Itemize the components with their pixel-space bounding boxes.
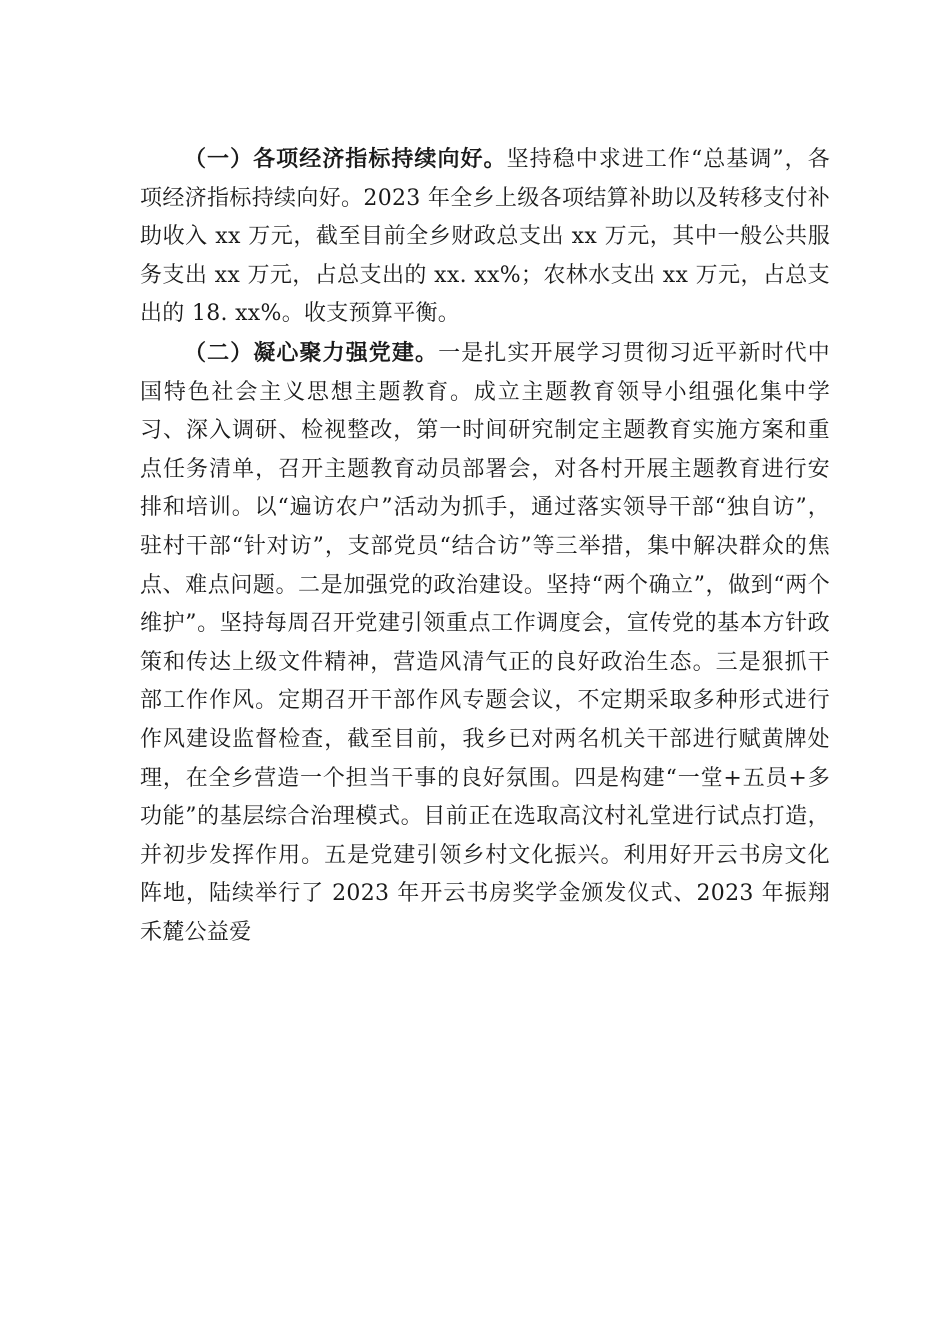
section-heading-1: （一）各项经济指标持续向好。	[184, 146, 507, 172]
paragraph-economic-indicators	[140, 140, 830, 334]
document-body	[140, 140, 830, 952]
paragraph-party-building	[140, 334, 830, 953]
section-body-1: 坚持稳中求进工作“总基调”，各项经济指标持续向好。2023 年全乡上级各项结算补助以及转移支付补助收入 xx 万元，截至目前全乡财政总支出 xx 万元，其中一般公共服务支出 xx 万元，占总支出的 xx. xx%；农林水支出 xx 万元，占总支出的 18. xx%。收支预算平衡。	[140, 147, 831, 327]
section-body-2: 一是扎实开展学习贯彻习近平新时代中国特色社会主义思想主题教育。成立主题教育领导小组强化集中学习、深入调研、检视整改，第一时间研究制定主题教育实施方案和重点任务清单，召开主题教育动员部署会，对各村开展主题教育进行安排和培训。以“遍访农户”活动为抓手，通过落实领导干部“独自访”，驻村干部“针对访”，支部党员“结合访”等三举措，集中解决群众的焦点、难点问题。二是加强党的政治建设。坚持“两个确立”，做到“两个维护”。坚持每周召开党建引领重点工作调度会，宣传党的基本方针政策和传达上级文件精神，营造风清气正的良好政治生态。三是狠抓干部工作作风。定期召开干部作风专题会议，不定期采取多种形式进行作风建设监督检查，截至目前，我乡已对两名机关干部进行赋黄牌处理，在全乡营造一个担当干事的良好氛围。四是构建“一堂+五员+多功能”的基层综合治理模式。目前正在选取高汶村礼堂进行试点打造，并初步发挥作用。五是党建引领乡村文化振兴。利用好开云书房文化阵地，陆续举行了 2023 年开云书房奖学金颁发仪式、2023 年振翔禾麓公益爱	[140, 340, 830, 945]
section-heading-2: （二）凝心聚力强党建。	[184, 339, 439, 366]
